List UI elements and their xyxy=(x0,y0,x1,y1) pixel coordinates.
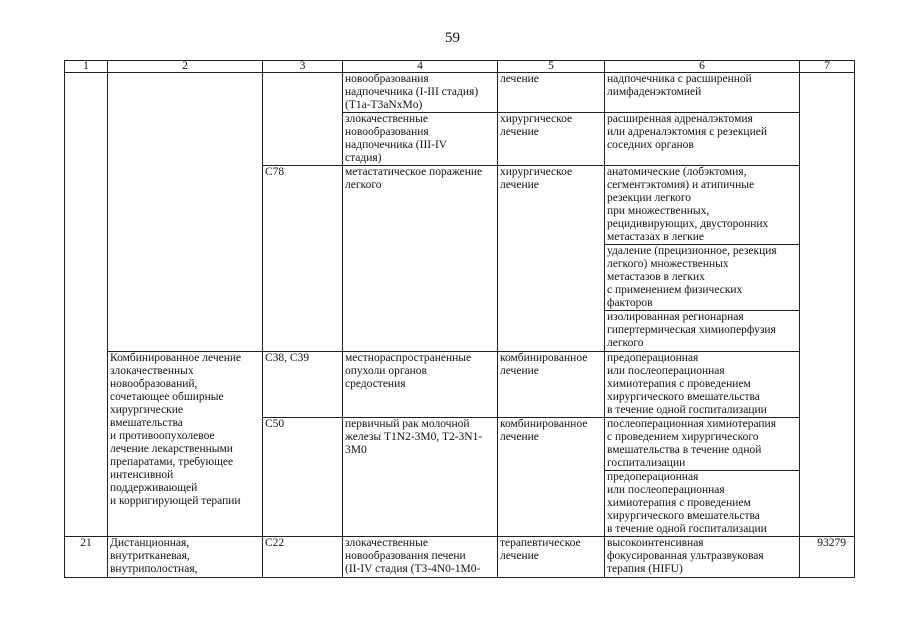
cell-treatment-type: лечение xyxy=(498,73,605,113)
cell-method: надпочечника с расширенной лимфаденэктомией xyxy=(605,73,800,113)
medical-services-table xyxy=(64,60,855,578)
cell-treatment-type: комбинированное лечение xyxy=(498,418,605,537)
cell-method: удаление (прецизионное, резекция легкого) множественных метастазов в легких с применением физических факторов xyxy=(605,245,800,311)
cell-treatment-type: хирургическое лечение xyxy=(498,166,605,352)
column-header: 6 xyxy=(605,61,800,73)
cell-method: предоперационная или послеоперационная химиотерапия с проведением хирургического вмешательства в течение одной госпитализации xyxy=(605,471,800,537)
column-header: 7 xyxy=(800,61,855,73)
column-header: 3 xyxy=(263,61,343,73)
cell-method: анатомические (лобэктомия, сегментэктомия) и атипичные резекции легкого при множественных, рецидивирующих, двусторонних метастазах в легкие xyxy=(605,166,800,245)
column-header: 5 xyxy=(498,61,605,73)
cell-icd-code: C78 xyxy=(263,166,343,352)
table-row xyxy=(65,73,855,113)
table-row xyxy=(65,537,855,578)
header-row xyxy=(65,61,855,73)
column-header: 1 xyxy=(65,61,108,73)
cell-method: расширенная адреналэктомия или адреналэктомия с резекцией соседних органов xyxy=(605,113,800,166)
cell-diagnosis: злокачественные новообразования надпочечника (III-IV стадия) xyxy=(343,113,498,166)
cell-number: 21 xyxy=(65,537,108,578)
cell-treatment-type: терапевтическое лечение xyxy=(498,537,605,578)
page-number: 59 xyxy=(445,30,460,46)
cell-icd-code: C50 xyxy=(263,418,343,537)
cell-diagnosis: первичный рак молочной железы T1N2-3M0, T2-3N1- 3M0 xyxy=(343,418,498,537)
cell-method: высокоинтенсивная фокусированная ультразвуковая терапия (HIFU) xyxy=(605,537,800,578)
cell-number xyxy=(65,73,108,537)
cell-service-group: Дистанционная, внутритканевая, внутриполостная, xyxy=(108,537,263,578)
cell-cost xyxy=(800,73,855,537)
cell-service-group xyxy=(108,73,263,352)
cell-icd-code: C22 xyxy=(263,537,343,578)
cell-method: изолированная регионарная гипертермическая химиоперфузия легкого xyxy=(605,311,800,352)
cell-icd-code xyxy=(263,73,343,166)
cell-service-group: Комбинированное лечение злокачественных новообразований, сочетающее обширные хирургические вмешательства и противоопухолевое лечение лекарственными препаратами, требующее интенсивной поддерживающей и корригирующей терапии xyxy=(108,352,263,537)
cell-diagnosis: местнораспространенные опухоли органов средостения xyxy=(343,352,498,418)
column-header: 2 xyxy=(108,61,263,73)
cell-treatment-type: комбинированное лечение xyxy=(498,352,605,418)
cell-diagnosis: новообразования надпочечника (I-III стадия) (T1a-T3aNxMo) xyxy=(343,73,498,113)
column-header: 4 xyxy=(343,61,498,73)
cell-method: предоперационная или послеоперационная химиотерапия с проведением хирургического вмешательства в течение одной госпитализации xyxy=(605,352,800,418)
cell-diagnosis: злокачественные новообразования печени (II-IV стадия (T3-4N0-1M0- xyxy=(343,537,498,578)
table-row xyxy=(65,352,855,418)
cell-method: послеоперационная химиотерапия с проведением хирургического вмешательства в течение одной госпитализации xyxy=(605,418,800,471)
cell-cost: 93279 xyxy=(800,537,855,578)
cell-treatment-type: хирургическое лечение xyxy=(498,113,605,166)
cell-diagnosis: метастатическое поражение легкого xyxy=(343,166,498,352)
cell-icd-code: C38, C39 xyxy=(263,352,343,418)
